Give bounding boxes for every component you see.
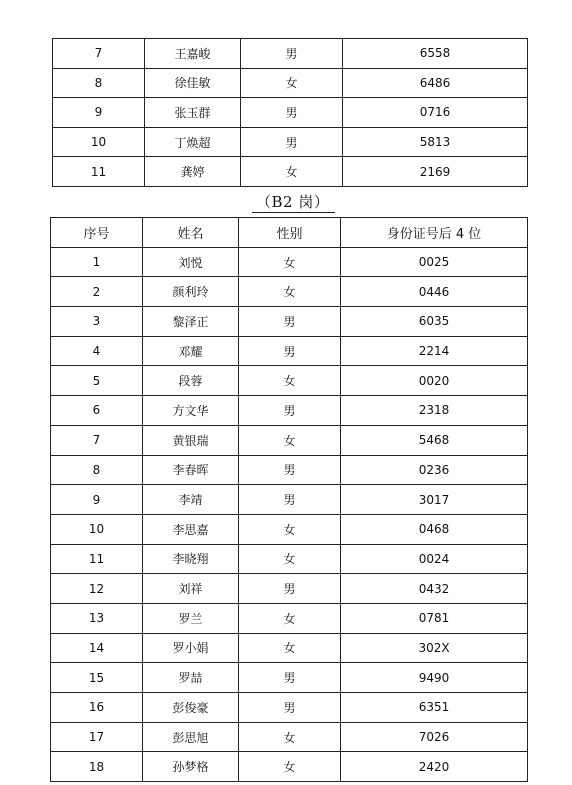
b2-table-body bbox=[51, 247, 528, 781]
cell-gender: 女 bbox=[239, 752, 341, 782]
cell-name: 颜利玲 bbox=[143, 277, 239, 307]
cell-gender: 女 bbox=[241, 157, 343, 187]
cell-name: 丁焕超 bbox=[145, 127, 241, 157]
cell-id-last4: 5813 bbox=[343, 127, 528, 157]
cell-name: 王嘉峻 bbox=[145, 39, 241, 69]
cell-gender: 女 bbox=[239, 366, 341, 396]
cell-id-last4: 302X bbox=[341, 633, 528, 663]
cell-name: 罗小娟 bbox=[143, 633, 239, 663]
table-row bbox=[51, 693, 528, 723]
table-row bbox=[51, 396, 528, 426]
cell-gender: 女 bbox=[239, 603, 341, 633]
cell-index: 10 bbox=[51, 514, 143, 544]
cell-name: 黄银瑞 bbox=[143, 425, 239, 455]
table-row bbox=[51, 247, 528, 277]
table-row bbox=[51, 307, 528, 337]
cell-gender: 女 bbox=[239, 514, 341, 544]
cell-index: 15 bbox=[51, 663, 143, 693]
cell-gender: 男 bbox=[239, 336, 341, 366]
cell-id-last4: 2169 bbox=[343, 157, 528, 187]
cell-id-last4: 9490 bbox=[341, 663, 528, 693]
table-row bbox=[53, 98, 528, 128]
cell-index: 11 bbox=[53, 157, 145, 187]
table-row bbox=[51, 603, 528, 633]
cell-name: 李靖 bbox=[143, 485, 239, 515]
table-row bbox=[51, 277, 528, 307]
cell-index: 11 bbox=[51, 544, 143, 574]
cell-name: 李晓翔 bbox=[143, 544, 239, 574]
cell-name: 彭思旭 bbox=[143, 722, 239, 752]
cell-id-last4: 0716 bbox=[343, 98, 528, 128]
cell-id-last4: 2420 bbox=[341, 752, 528, 782]
cell-id-last4: 0446 bbox=[341, 277, 528, 307]
cell-gender: 男 bbox=[239, 693, 341, 723]
cell-index: 1 bbox=[51, 247, 143, 277]
header-gender: 性别 bbox=[239, 218, 341, 248]
cell-name: 刘悦 bbox=[143, 247, 239, 277]
cell-gender: 男 bbox=[239, 307, 341, 337]
header-index: 序号 bbox=[51, 218, 143, 248]
cell-index: 9 bbox=[53, 98, 145, 128]
cell-name: 邓耀 bbox=[143, 336, 239, 366]
cell-name: 徐佳敏 bbox=[145, 68, 241, 98]
cell-id-last4: 0024 bbox=[341, 544, 528, 574]
table-row bbox=[53, 127, 528, 157]
cell-index: 13 bbox=[51, 603, 143, 633]
cell-index: 12 bbox=[51, 574, 143, 604]
cell-gender: 男 bbox=[239, 663, 341, 693]
cell-index: 7 bbox=[51, 425, 143, 455]
cell-name: 龚婷 bbox=[145, 157, 241, 187]
section-title: （B2 岗） bbox=[252, 193, 335, 213]
cell-gender: 女 bbox=[239, 722, 341, 752]
cell-gender: 女 bbox=[239, 633, 341, 663]
cell-index: 6 bbox=[51, 396, 143, 426]
table-row bbox=[51, 633, 528, 663]
table-row bbox=[53, 157, 528, 187]
cell-id-last4: 5468 bbox=[341, 425, 528, 455]
cell-id-last4: 2318 bbox=[341, 396, 528, 426]
cell-name: 彭俊豪 bbox=[143, 693, 239, 723]
cell-index: 16 bbox=[51, 693, 143, 723]
cell-index: 3 bbox=[51, 307, 143, 337]
cell-id-last4: 0781 bbox=[341, 603, 528, 633]
cell-id-last4: 0020 bbox=[341, 366, 528, 396]
cell-index: 5 bbox=[51, 366, 143, 396]
cell-name: 刘祥 bbox=[143, 574, 239, 604]
cell-gender: 女 bbox=[239, 425, 341, 455]
table-row bbox=[51, 485, 528, 515]
table-row bbox=[51, 455, 528, 485]
cell-gender: 男 bbox=[239, 455, 341, 485]
cell-index: 9 bbox=[51, 485, 143, 515]
table-row bbox=[51, 366, 528, 396]
cell-id-last4: 6558 bbox=[343, 39, 528, 69]
table-row bbox=[51, 752, 528, 782]
cell-name: 孙梦格 bbox=[143, 752, 239, 782]
cell-id-last4: 0432 bbox=[341, 574, 528, 604]
cell-name: 罗兰 bbox=[143, 603, 239, 633]
cell-name: 罗喆 bbox=[143, 663, 239, 693]
cell-index: 4 bbox=[51, 336, 143, 366]
cell-index: 14 bbox=[51, 633, 143, 663]
cell-index: 18 bbox=[51, 752, 143, 782]
table-row bbox=[51, 574, 528, 604]
top-table bbox=[52, 38, 528, 187]
cell-id-last4: 6486 bbox=[343, 68, 528, 98]
cell-name: 方文华 bbox=[143, 396, 239, 426]
top-table-body bbox=[53, 39, 528, 187]
header-name: 姓名 bbox=[143, 218, 239, 248]
cell-name: 李春晖 bbox=[143, 455, 239, 485]
table-row bbox=[51, 336, 528, 366]
table-row bbox=[51, 514, 528, 544]
cell-gender: 女 bbox=[241, 68, 343, 98]
cell-index: 17 bbox=[51, 722, 143, 752]
cell-index: 10 bbox=[53, 127, 145, 157]
table-row bbox=[51, 544, 528, 574]
cell-gender: 男 bbox=[241, 127, 343, 157]
cell-name: 李思嘉 bbox=[143, 514, 239, 544]
b2-table bbox=[50, 217, 528, 782]
cell-index: 8 bbox=[53, 68, 145, 98]
cell-index: 8 bbox=[51, 455, 143, 485]
cell-name: 段蓉 bbox=[143, 366, 239, 396]
table-row bbox=[51, 663, 528, 693]
cell-name: 黎泽正 bbox=[143, 307, 239, 337]
b2-table-header-row bbox=[51, 218, 528, 248]
table-row bbox=[53, 39, 528, 69]
cell-gender: 女 bbox=[239, 544, 341, 574]
cell-index: 2 bbox=[51, 277, 143, 307]
cell-id-last4: 2214 bbox=[341, 336, 528, 366]
cell-gender: 女 bbox=[239, 247, 341, 277]
cell-id-last4: 7026 bbox=[341, 722, 528, 752]
cell-gender: 男 bbox=[239, 396, 341, 426]
table-row bbox=[51, 425, 528, 455]
table-row bbox=[51, 722, 528, 752]
cell-gender: 男 bbox=[239, 485, 341, 515]
cell-gender: 男 bbox=[241, 98, 343, 128]
header-id-last4: 身份证号后 4 位 bbox=[341, 218, 528, 248]
cell-gender: 女 bbox=[239, 277, 341, 307]
cell-name: 张玉群 bbox=[145, 98, 241, 128]
cell-id-last4: 3017 bbox=[341, 485, 528, 515]
table-row bbox=[53, 68, 528, 98]
cell-index: 7 bbox=[53, 39, 145, 69]
cell-id-last4: 6035 bbox=[341, 307, 528, 337]
cell-id-last4: 0468 bbox=[341, 514, 528, 544]
cell-id-last4: 0236 bbox=[341, 455, 528, 485]
cell-id-last4: 6351 bbox=[341, 693, 528, 723]
cell-gender: 男 bbox=[239, 574, 341, 604]
cell-id-last4: 0025 bbox=[341, 247, 528, 277]
cell-gender: 男 bbox=[241, 39, 343, 69]
